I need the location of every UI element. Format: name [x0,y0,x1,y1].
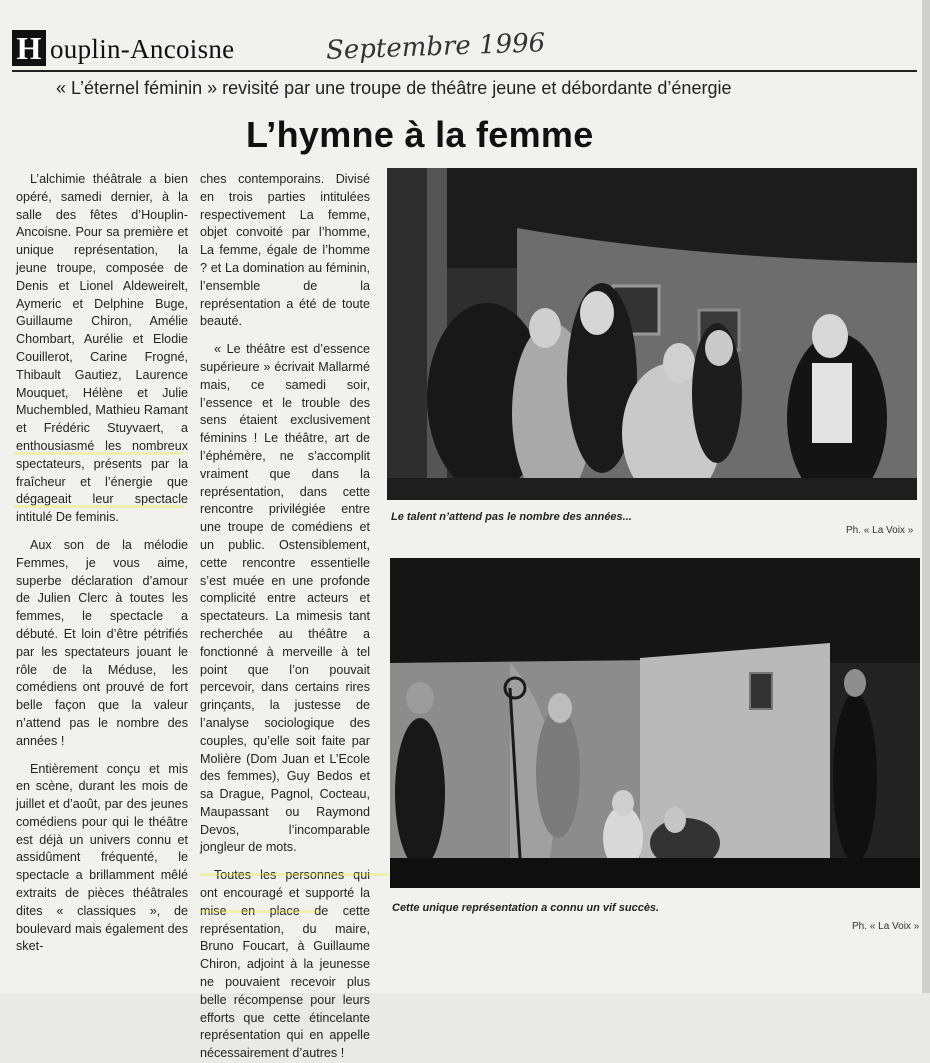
masthead [12,28,912,68]
page-edge [922,0,930,993]
photo-1-caption: Le talent n’attend pas le nombre des années... [391,511,632,523]
masthead-logo-letter: H [12,30,46,66]
article-column-2 [200,171,370,1063]
paragraph: « Le théâtre est d’essence supérieure » écrivait Mallarmé mais, ce samedi soir, l’essence et le trouble des sens étaient exclusivement féminins ! Le théâtre, art de l’éphémère, ne s’accomplit vraiment que dans la représentation, dans cette rencontre privilégiée entre une troupe de comédiens et un public. Ostensiblement, cette rencontre essentielle s’est muée en une profonde complicité entre acteurs et spectateurs. La mimesis tant recherchée au théâtre a fonctionné à merveille à tel point que l’on pouvait percevoir, dans certains rires grinçants, la justesse de l’analyse sociologique des couples, qu’elle soit faite par Molière (Dom Juan et L’Ecole des femmes), Guy Bedos et sa Drague, Pagnol, Cocteau, Maupassant ou Raymond Devos, l’incomparable jongleur de mots. [200,342,370,855]
masthead-town-name: ouplin-Ancoisne [50,34,235,64]
paragraph: Aux son de la mélodie Femmes, je vous aime, superbe déclaration d’amour de Julien Clerc à toutes les femmes, le spectacle a débuté. Et loin d’être pétrifiés par les spectateurs jouant le rôle de la Méduse, les comédiens ont prouvé de fort belle façon que la valeur n’attend pas le nombre des années ! [16,537,188,748]
stage-photo-1 [387,168,917,500]
paragraph: Entièrement conçu et mis en scène, durant les mois de juillet et d’août, par des jeunes comédiens pour qui le théâtre est déjà un univers connu et assidûment fréquenté, le spectacle a brillamment mêlé extraits de pièces théâtrales dites « classiques », de boulevard mais également des sket- [16,761,188,954]
article-column-1 [16,171,188,956]
highlighter-mark [200,873,390,876]
masthead-rule [12,70,917,72]
paragraph: L’alchimie théâtrale a bien opéré, samedi dernier, à la salle des fêtes d’Houplin-Ancoisne. Pour sa première et unique représentation, la jeune troupe, composée de Denis et Lionel Aldeweirelt, Aymeric et Delphine Buge, Guillaume Chiron, Amélie Chombart, Aurélie et Elodie Couillerot, Carine Frogné, Thibault Gautiez, Laurence Mouquet, Hélène et Julie Muchembled, Mathieu Ramant et Frédéric Stuyvaert, a enthousiasmé les nombreux spectateurs, présents par la fraîcheur et l’énergie que dégageait leur spectacle intitulé De feminis. [16,172,188,525]
handwritten-date: Septembre 1996 [325,28,546,66]
highlighter-mark [14,505,184,508]
article-kicker: « L’éternel féminin » revisité par une troupe de théâtre jeune et débordante d’énergie [56,78,732,98]
photo-2-caption: Cette unique représentation a connu un vif succès. [392,902,660,914]
photo-1-credit: Ph. « La Voix » [846,525,914,536]
highlighter-mark [14,452,184,455]
photo-2-credit: Ph. « La Voix » [852,921,920,932]
paragraph: ches contemporains. Divisé en trois parties intitulées respectivement La femme, objet convoité par l’homme, La femme, égale de l’homme ? et La domination au féminin, l’ensemble de la représentation a été de toute beauté. [200,172,370,329]
paragraph: Toutes les personnes qui ont encouragé et supporté la mise en place de cette représentation, du maire, Bruno Foucart, à Guillaume Chiron, adjoint à la jeunesse ne pouvaient recevoir plus belle récompense pour leurs efforts que cette étincelante représentation qui en appelle nécessairement d’autres ! [200,868,370,1061]
stage-photo-2 [390,558,920,888]
highlighter-mark [200,910,320,913]
article-headline: L’hymne à la femme [246,114,594,155]
